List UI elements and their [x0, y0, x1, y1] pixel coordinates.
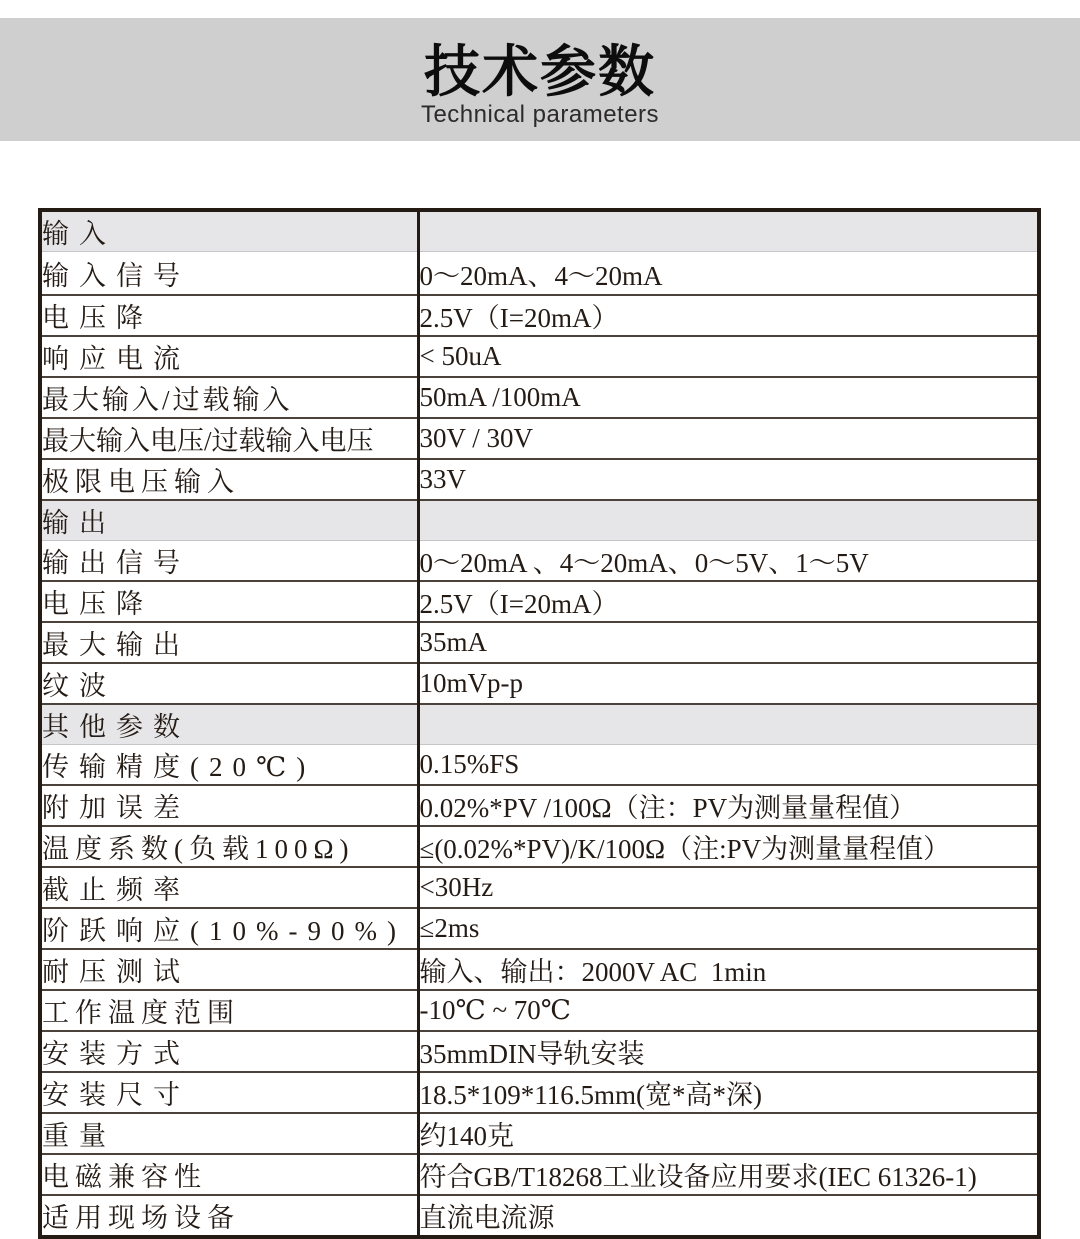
param-label: 重量: [40, 1113, 418, 1154]
spec-table-body: [40, 210, 1039, 1237]
table-row: [40, 785, 1039, 826]
param-label: 其他参数: [40, 704, 418, 745]
param-value: <30Hz: [418, 867, 1039, 908]
param-value: 0.02%*PV /100Ω（注：PV为测量量程值）: [418, 785, 1039, 826]
spec-table: [38, 208, 1041, 1239]
table-row: [40, 500, 1039, 541]
param-value: 直流电流源: [419, 1203, 555, 1233]
param-label: 截止频率: [40, 867, 418, 908]
table-row: [40, 990, 1039, 1031]
param-label: 附加误差: [40, 785, 418, 826]
table-row: [40, 1113, 1039, 1154]
header-band: [0, 18, 1080, 141]
table-row: [40, 704, 1039, 745]
param-value: [418, 500, 1039, 541]
param-label: 电压降: [40, 581, 418, 622]
page-subtitle: Technical parameters: [420, 101, 660, 128]
table-row: [40, 1031, 1039, 1072]
param-label: 纹波: [40, 663, 418, 704]
table-row: [40, 745, 1039, 786]
param-value: 10mVp-p: [418, 663, 1039, 704]
param-value: 35mmDIN导轨安装: [418, 1031, 1039, 1072]
param-value: [418, 210, 1039, 252]
table-row: [40, 663, 1039, 704]
param-label: 阶跃响应(10%-90%): [40, 908, 418, 949]
param-value: < 50uA: [418, 336, 1039, 377]
page-title: 技术参数: [424, 40, 656, 103]
table-row: [40, 1195, 1039, 1237]
param-value: 35mA: [418, 622, 1039, 663]
table-row: [40, 908, 1039, 949]
param-value: 符合GB/T18268工业设备应用要求(IEC 61326-1): [418, 1154, 1039, 1195]
table-row: [40, 459, 1039, 500]
param-value: -10℃ ~ 70℃: [418, 990, 1039, 1031]
table-row: [40, 581, 1039, 622]
param-label: 输入信号: [40, 252, 418, 296]
param-label: 适用现场设备: [40, 1195, 418, 1237]
param-label: 耐压测试: [40, 949, 418, 990]
param-label: 输出信号: [40, 541, 418, 582]
param-value: 18.5*109*116.5mm(宽*高*深): [418, 1072, 1039, 1113]
table-row: [40, 252, 1039, 296]
param-value: [418, 704, 1039, 745]
table-row: [40, 336, 1039, 377]
param-value: ≤(0.02%*PV)/K/100Ω（注:PV为测量量程值）: [418, 826, 1039, 867]
table-row: [40, 418, 1039, 459]
table-row: [40, 622, 1039, 663]
param-label: 电压降: [40, 295, 418, 336]
param-value: 0.15%FS: [418, 745, 1039, 786]
param-value: 2.5V（I=20mA）: [418, 581, 1039, 622]
table-row: [40, 1072, 1039, 1113]
param-label: 极限电压输入: [40, 459, 418, 500]
table-row: [40, 826, 1039, 867]
param-value: 0～20mA 、4～20mA、0～5V、1～5V: [418, 541, 1039, 582]
param-value: 0～20mA、4～20mA: [418, 252, 1039, 296]
table-row: [40, 295, 1039, 336]
param-value: 33V: [418, 459, 1039, 500]
param-label: 响应电流: [40, 336, 418, 377]
param-label: 电磁兼容性: [40, 1154, 418, 1195]
table-row: [40, 949, 1039, 990]
param-label: 最大输入/过载输入: [40, 377, 418, 418]
param-label: 工作温度范围: [40, 990, 418, 1031]
param-label: 安装方式: [40, 1031, 418, 1072]
param-value: 输入、输出：2000V AC 1min: [418, 949, 1039, 990]
param-value: 约140克: [418, 1113, 1039, 1154]
table-row: [40, 377, 1039, 418]
table-row: [40, 867, 1039, 908]
param-label: 输入: [40, 210, 418, 252]
param-label: 最大输入电压/过载输入电压: [40, 418, 418, 459]
table-row: [40, 1154, 1039, 1195]
param-value: 30V / 30V: [418, 418, 1039, 459]
param-label: 安装尺寸: [40, 1072, 418, 1113]
table-row: [40, 541, 1039, 582]
param-label: 传输精度(20℃): [40, 745, 418, 786]
param-label: 温度系数(负载100Ω): [40, 826, 418, 867]
table-row: [40, 210, 1039, 252]
param-label: 最大输出: [40, 622, 418, 663]
param-value: ≤2ms: [418, 908, 1039, 949]
param-value: 2.5V（I=20mA）: [418, 295, 1039, 336]
param-label: 输出: [40, 500, 418, 541]
param-value: 50mA /100mA: [418, 377, 1039, 418]
